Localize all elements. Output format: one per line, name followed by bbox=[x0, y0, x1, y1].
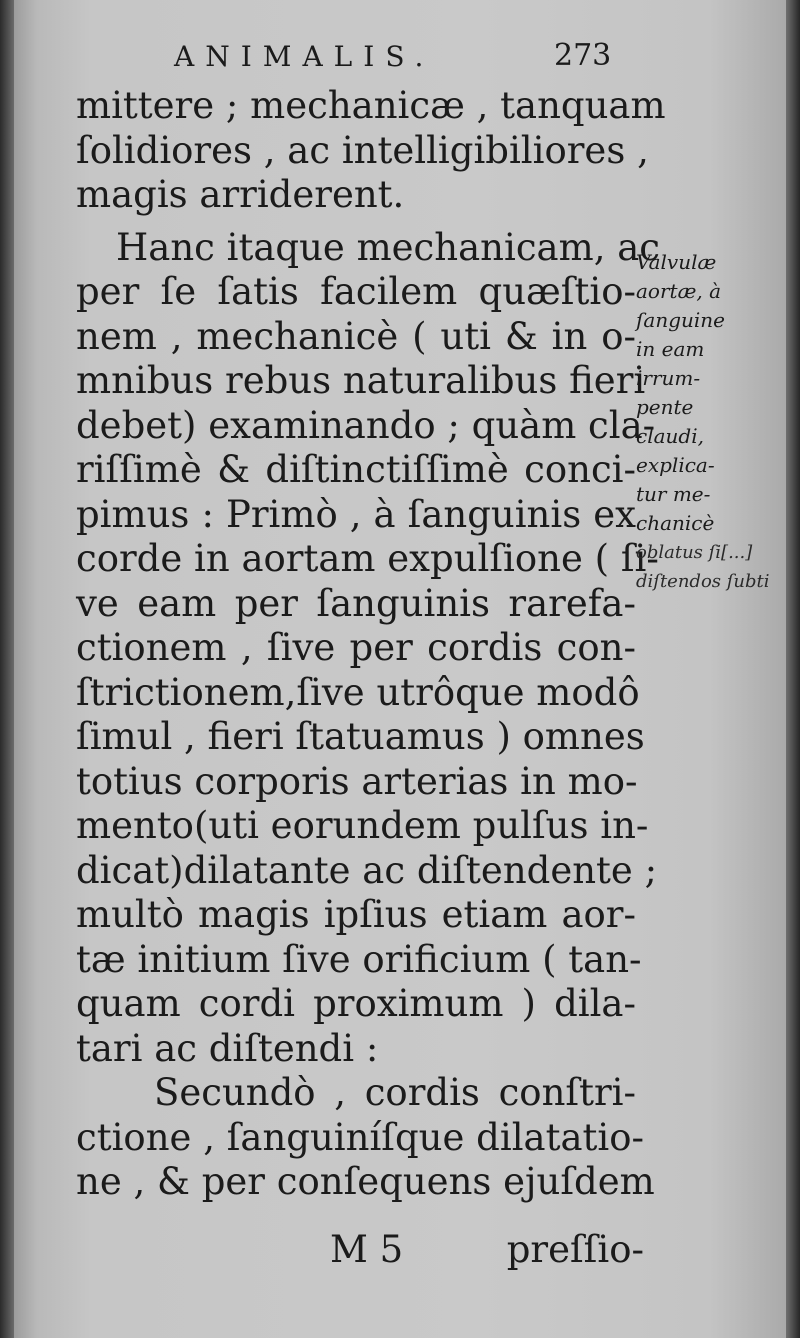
marginal-line: chanicè bbox=[636, 511, 715, 535]
text-line: ctionem , ſive per cordis con- bbox=[76, 626, 636, 669]
text-line: magis arriderent. bbox=[76, 173, 405, 216]
marginal-line: pente bbox=[636, 395, 694, 419]
marginal-line: irrum- bbox=[636, 366, 701, 390]
catchword: preſſio- bbox=[506, 1228, 644, 1271]
text-line: quam cordi proximum ) dila- bbox=[76, 982, 636, 1025]
page-header bbox=[164, 40, 624, 80]
text-line: dicat)dilatante ac diſtendente ; bbox=[76, 848, 658, 892]
text-line: Secundò , cordis conſtri- bbox=[154, 1071, 636, 1114]
text-line: tari ac diſtendi : bbox=[76, 1026, 379, 1070]
text-line: riſſimè & diſtinctiſſimè conci- bbox=[76, 448, 636, 491]
text-line: ve eam per ſanguinis rarefa- bbox=[76, 581, 636, 625]
signature-mark: M 5 bbox=[330, 1228, 404, 1271]
text-line: ſolidiores , ac intelligibiliores , bbox=[76, 128, 649, 172]
text-line: mnibus rebus naturalibus fieri bbox=[76, 359, 646, 402]
text-line: mento(uti eorundem pulſus in- bbox=[76, 804, 649, 847]
text-line: multò magis ipſius etiam aor- bbox=[76, 893, 636, 936]
text-line: ctione , ſanguiníſque dilatatio- bbox=[76, 1115, 644, 1159]
text-line: tæ initium ſive orificium ( tan- bbox=[76, 937, 642, 981]
running-head: ANIMALIS. bbox=[174, 40, 435, 73]
text-line: debet) examinando ; quàm cla- bbox=[76, 403, 656, 447]
marginal-line: claudi, bbox=[636, 424, 704, 448]
handwritten-annotation: diſtendos ſubti bbox=[636, 571, 770, 592]
marginal-line: tur me- bbox=[636, 482, 711, 506]
text-line: Hanc itaque mechanicam, ac bbox=[116, 225, 660, 269]
text-line: totius corporis arterias in mo- bbox=[76, 759, 638, 803]
marginal-line: ſanguine bbox=[636, 308, 726, 332]
marginal-line: in eam bbox=[636, 337, 705, 361]
page-footer bbox=[324, 1228, 644, 1274]
text-line: ſtrictionem,ſive utrôque modô bbox=[76, 670, 640, 714]
text-line: ne , & per conſequens ejuſdem bbox=[76, 1160, 655, 1203]
text-line: nem , mechanicè ( uti & in o- bbox=[76, 314, 636, 358]
book-gutter-right bbox=[786, 0, 800, 1338]
book-gutter-left bbox=[0, 0, 14, 1338]
marginal-note bbox=[636, 248, 786, 596]
book-page bbox=[14, 0, 786, 1338]
text-line: ſimul , fieri ſtatuamus ) omnes bbox=[76, 715, 645, 758]
page-number: 273 bbox=[554, 38, 612, 73]
text-line: pimus : Primò , à ſanguinis ex bbox=[76, 492, 636, 536]
marginal-line: aortæ, à bbox=[636, 279, 721, 303]
text-line: mittere ; mechanicæ , tanquam bbox=[76, 84, 666, 127]
text-line: corde in aortam expulſione ( ſi- bbox=[76, 537, 659, 580]
handwritten-annotation: oblatus ſi[...] bbox=[636, 542, 753, 563]
text-line: per ſe ſatis facilem quæſtio- bbox=[76, 270, 636, 313]
marginal-line: Valvulæ bbox=[636, 250, 717, 274]
marginal-line: explica- bbox=[636, 453, 715, 477]
